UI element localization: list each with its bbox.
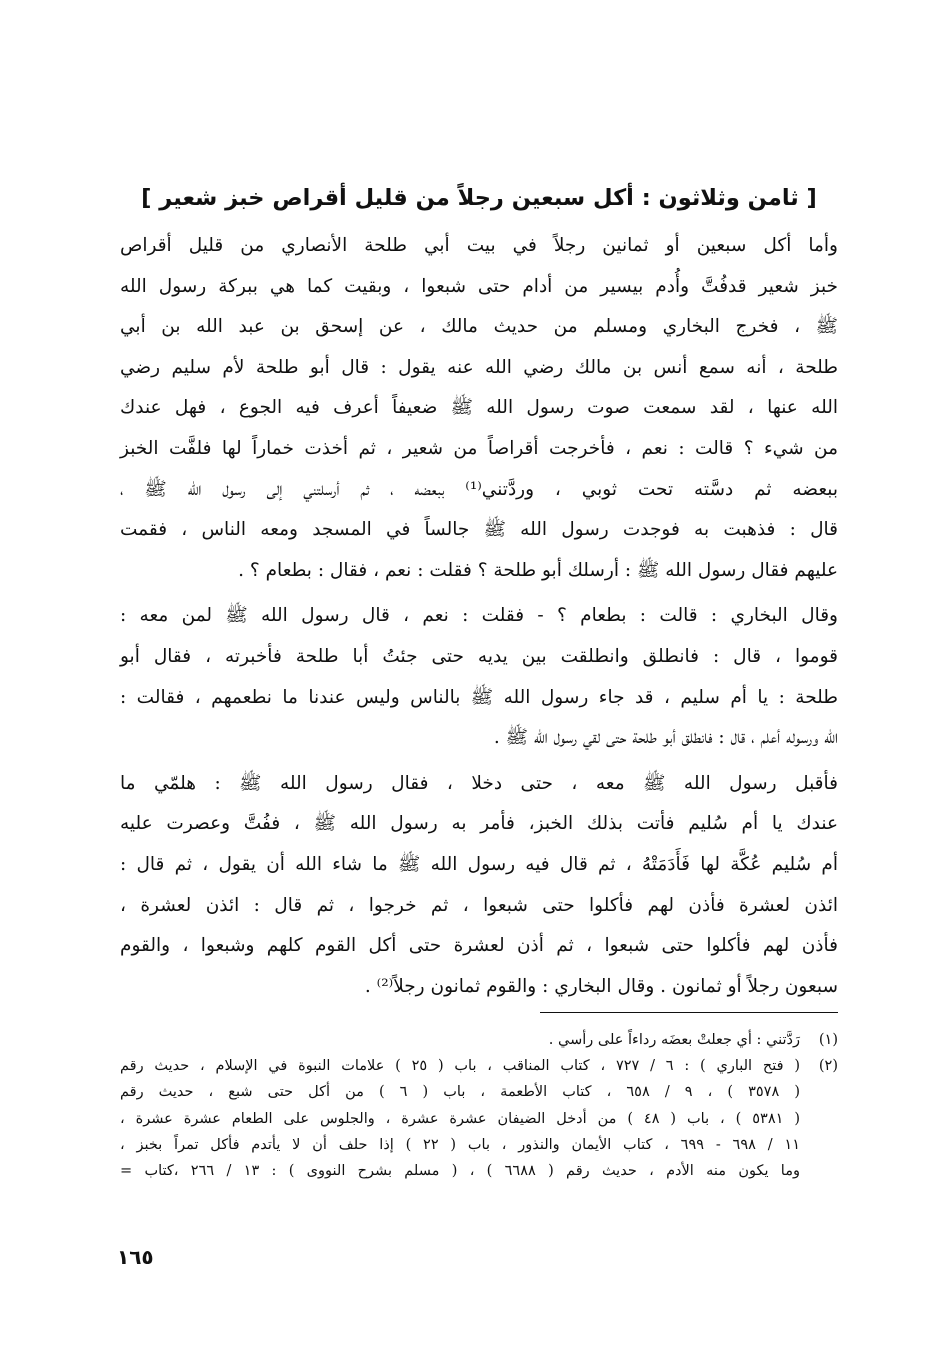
footnote-line: ( ٥٣٨١ ) ، باب ( ٤٨ ) من أدخل الضيفان عشرة عشرة ، والجلوس على الطعام عشرة عشرة ، bbox=[120, 1110, 800, 1127]
footnote-line: ( ٣٥٧٨ ) ، ٩ / ٦٥٨ ، كتاب الأطعمة ، باب ( ٦ ) من أكل حتى شبع ، حديث رقم bbox=[120, 1084, 800, 1101]
main-text bbox=[120, 178, 838, 1012]
footnote-line: رَدَّتني : أي جعلتْ بعضَه رداءاً على رأسي . bbox=[548, 1032, 800, 1048]
text-line: قوموا ، قال : فانطلق وانطلقت بين يديه حتى جئتُ أبا طلحة فأخبرته ، فقال أبو bbox=[120, 645, 838, 667]
text-line: طلحة : يا أم سليم ، قد جاء رسول الله ﷺ بالناس وليس عندنا ما نطعمهم ، فقالت : bbox=[120, 686, 838, 708]
text-line: وأما أكل سبعين أو ثمانين رجلاً في بيت أبي طلحة الأنصاري من قليل أقراص bbox=[120, 235, 838, 256]
footnote-line: ١١ / ٦٩٨ - ٦٩٩ ، كتاب الأيمان والنذور ، باب ( ٢٢ ) إذا حلف أن لا يأتدم فأكل تمراً بخبز ، bbox=[120, 1136, 800, 1153]
footnote-1 bbox=[120, 1027, 838, 1053]
text-line: عليهم فقال رسول الله ﷺ : أرسلك أبو طلحة ؟ فقلت : نعم ، فقال : بطعام ؟ . bbox=[238, 559, 838, 581]
paragraph-3 bbox=[120, 764, 838, 1008]
text-line: قال : فذهبت به فوجدت رسول الله ﷺ جالساً في المسجد ومعه الناس ، فقمت bbox=[120, 519, 838, 541]
text-line: ببعضه ثم دسَّته تحت ثوبي ، وردَّتني⁽¹⁾ ببعضه ، ثم أرسلتني إلى رسول الله ﷺ ، bbox=[120, 478, 839, 500]
text-line: ائذن لعشرة فأذن لهم فأكلوا حتى شبعوا ، ثم خرجوا ، ثم قال : ائذن لعشرة ، bbox=[120, 894, 838, 916]
footnote-number: (١) bbox=[818, 1032, 838, 1048]
section-heading: [ ثامن وثلاثون : أكل سبعين رجلاً من قليل أقراص خبز شعير ] bbox=[141, 185, 817, 211]
paragraph-2 bbox=[120, 596, 838, 758]
text-line: ﷺ ، فخرج البخاري ومسلم من حديث مالك ، عن إسحق بن عبد الله بن أبي bbox=[120, 316, 838, 338]
text-line: من شيء ؟ قالت : نعم ، فأخرجت أقراصاً من شعير ، ثم أخذت خماراً لها فلفَّت الخبز bbox=[120, 437, 838, 459]
text-line: طلحة ، أنه سمع أنس بن مالك رضي الله عنه يقول : قال أبو طلحة لأم سليم رضي bbox=[120, 356, 838, 378]
paragraph-1 bbox=[120, 226, 838, 591]
footnote-line: وما يكون منه الأدم ، حديث رقم ( ٦٦٨٨ ) ، ( مسلم بشرح النووى ) : ١٣ / ٢٦٦ ،كتاب = bbox=[120, 1162, 800, 1179]
text-line: الله عنها ، لقد سمعت صوت رسول الله ﷺ ضعيفاً أعرف فيه الجوع ، فهل عندك bbox=[120, 397, 838, 419]
text-line: الله ورسوله أعلم ، قال : فانطلق أبو طلحة حتى لقي رسول الله ﷺ . bbox=[493, 727, 838, 749]
footnotes bbox=[120, 1012, 838, 1184]
text-line: خبز شعير قدفُتَّ وأُدم بيسير من أدام حتى شبعوا ، وبقيت كما هي ببركة رسول الله bbox=[120, 275, 838, 297]
page-number: ١٦٥ bbox=[117, 1245, 154, 1269]
footnote-body bbox=[120, 1053, 800, 1184]
text-line: عندك يا أم سُليم فأتت بذلك الخبز، فأمر به رسول الله ﷺ ، ففُتَّ وعصرت عليه bbox=[120, 813, 838, 835]
text-line: وقال البخاري : قالت : بطعام ؟ - فقلت : نعم ، قال رسول الله ﷺ لمن معه : bbox=[120, 605, 838, 627]
text-line: أم سُليم عُكَّة لها فَأَدَمَتْهُ ، ثم قال فيه رسول الله ﷺ ما شاء الله أن يقول ، ثم قال : bbox=[120, 853, 838, 875]
text-line: فأقبل رسول الله ﷺ معه ، حتى دخلا ، فقال رسول الله ﷺ : هلمّي ما bbox=[120, 772, 838, 794]
footnote-separator bbox=[540, 1012, 838, 1013]
text-line: فأذن لهم فأكلوا حتى شبعوا ، ثم أذن لعشرة حتى أكل القوم كلهم وشبعوا ، والقوم bbox=[120, 935, 838, 957]
footnote-number: (٢) bbox=[818, 1058, 838, 1075]
footnote-body bbox=[120, 1027, 800, 1053]
footnote-2 bbox=[120, 1053, 838, 1184]
footnote-line: ( فتح الباري ) : ٦ / ٧٢٧ ، كتاب المناقب ، باب ( ٢٥ ) علامات النبوة في الإسلام ، حديث رقم bbox=[120, 1058, 800, 1075]
text-line: سبعون رجلاً أو ثمانون . وقال البخاري : والقوم ثمانون رجلاً⁽²⁾ . bbox=[364, 975, 838, 997]
